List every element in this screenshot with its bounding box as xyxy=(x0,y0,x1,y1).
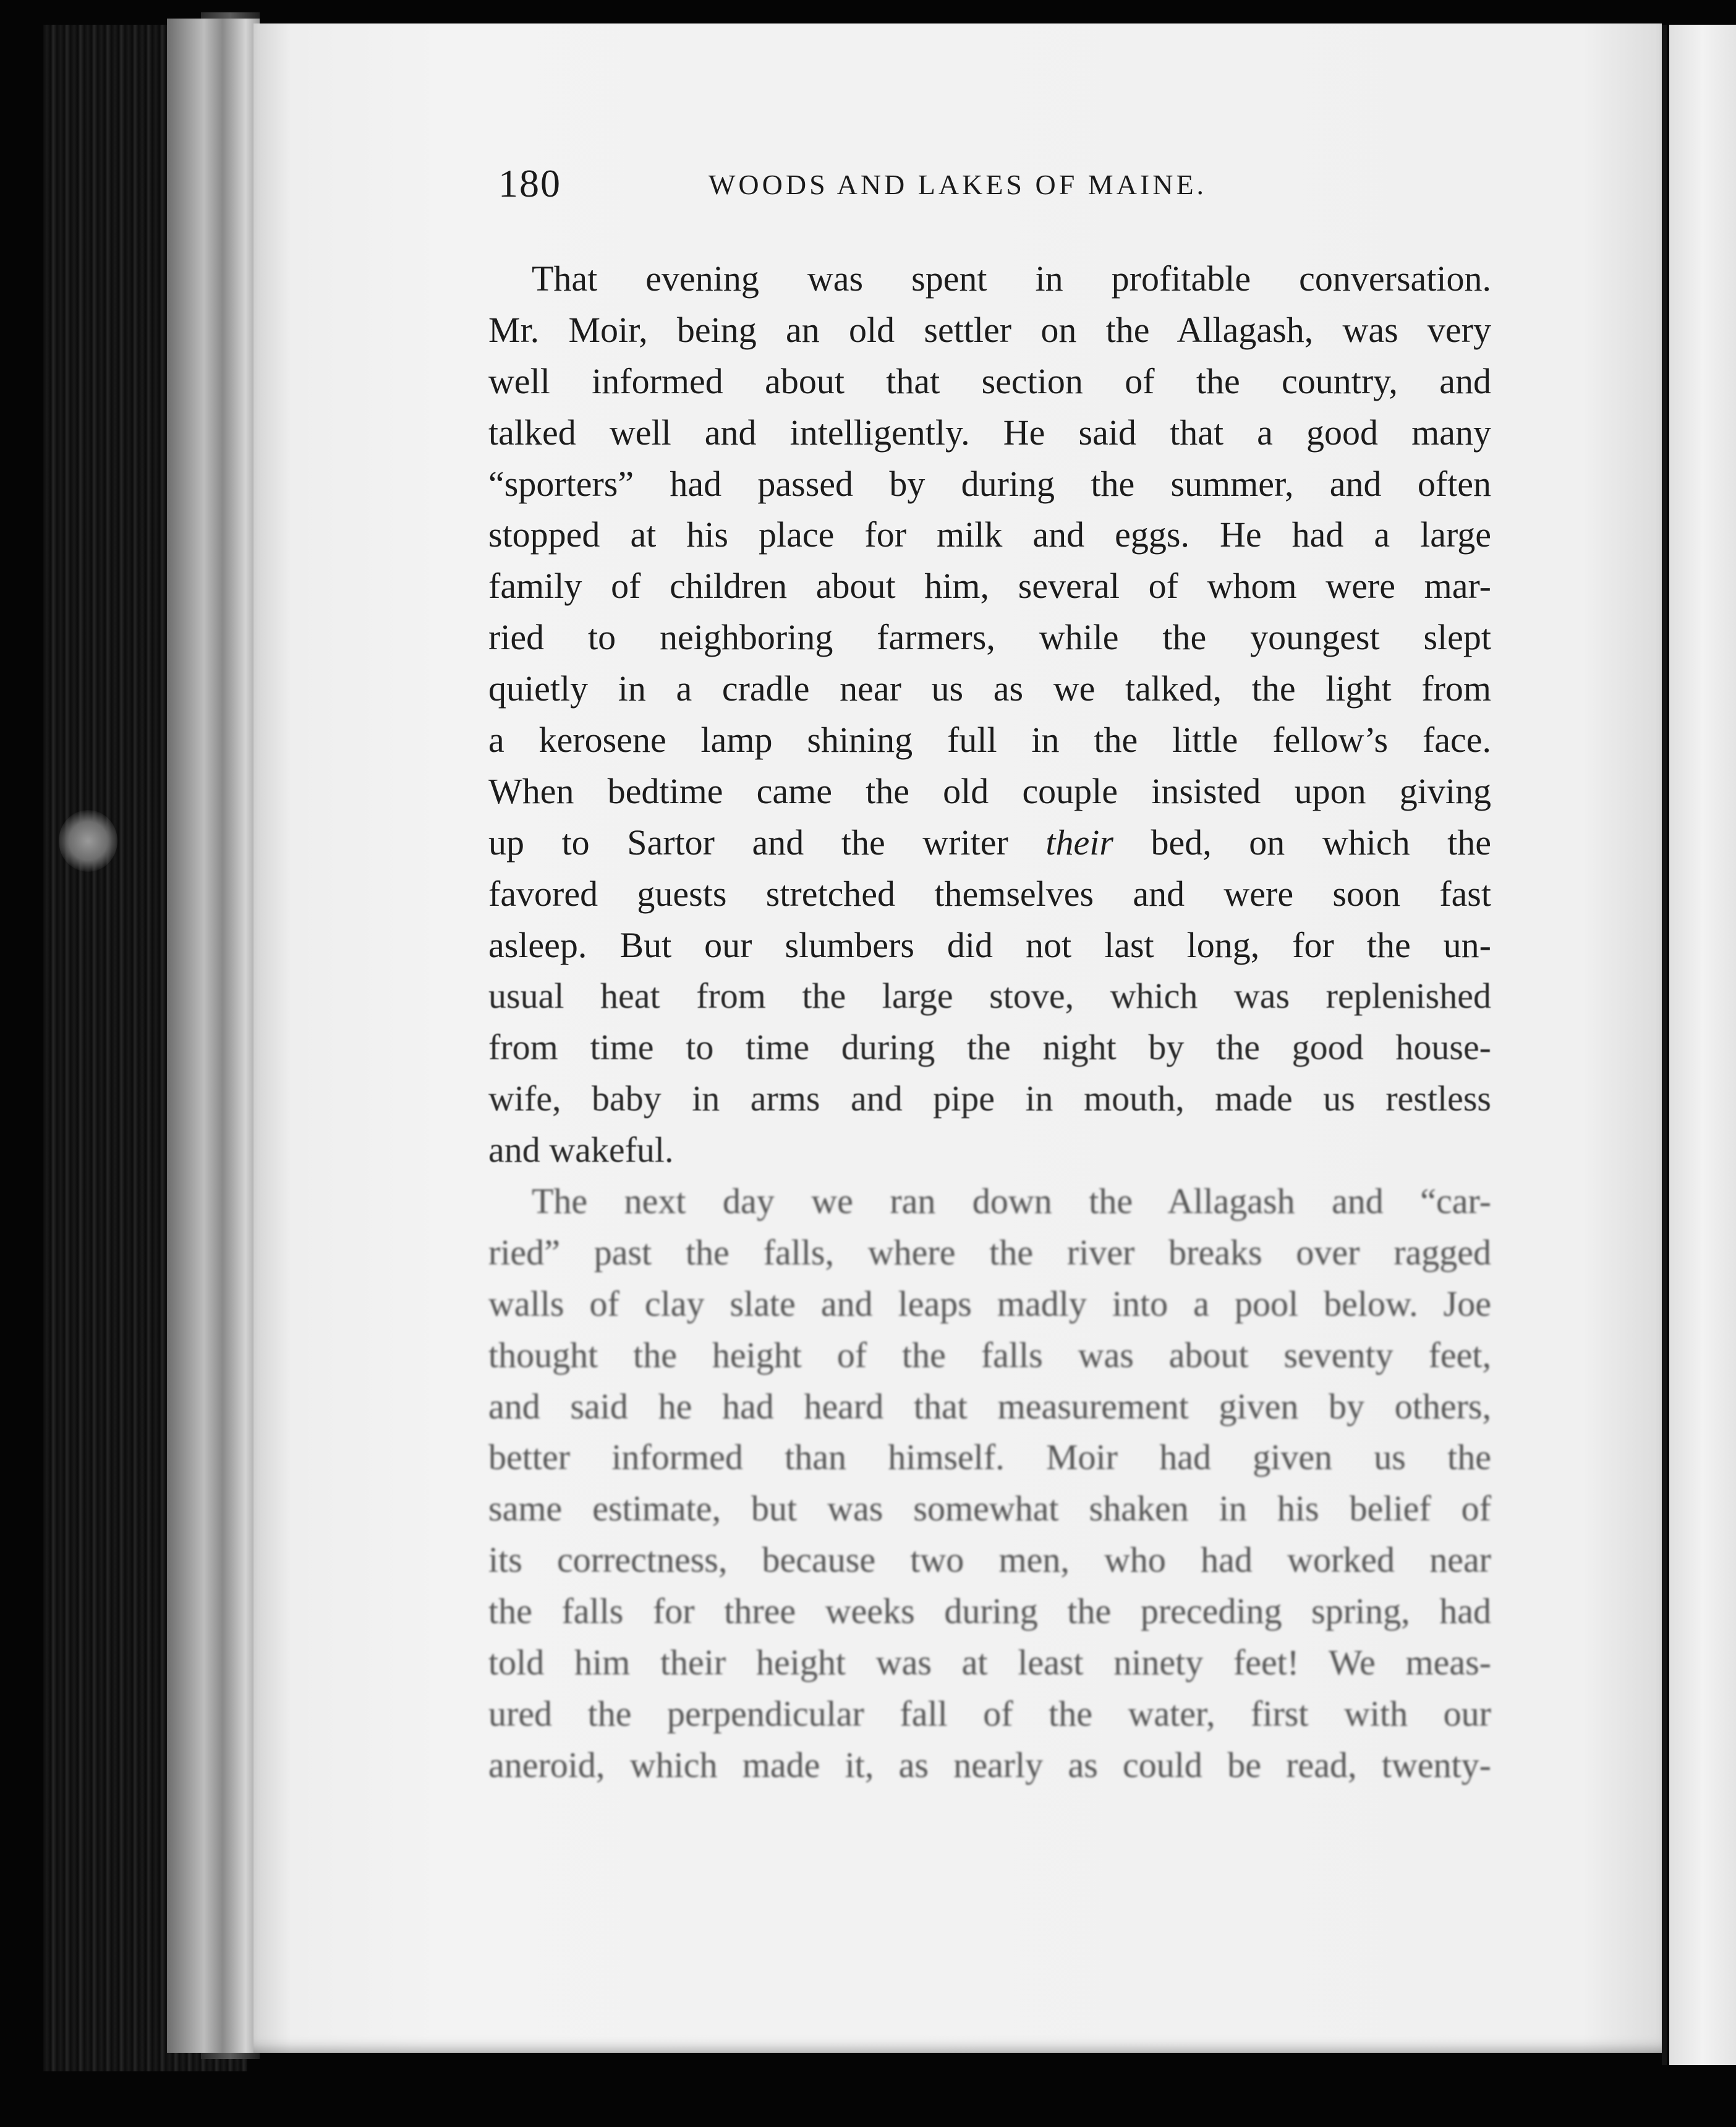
text-segment: bed, on which the xyxy=(1151,822,1492,863)
page-number: 180 xyxy=(498,161,561,205)
text-line: usual heat from the large stove, which was replenished xyxy=(488,976,1491,1017)
scan-stain xyxy=(59,810,117,872)
text-line: quietly in a cradle near us as we talked, the light from xyxy=(488,668,1491,709)
text-line: ried to neighboring farmers, while the youngest slept xyxy=(488,617,1491,658)
text-line: the falls for three weeks during the preceding spring, had xyxy=(488,1591,1491,1632)
text-line: its correctness, because two men, who had worked near xyxy=(488,1540,1491,1580)
text-segment: up to Sartor and the writer xyxy=(488,822,1008,863)
text-line: asleep. But our slumbers did not last long, for the un- xyxy=(488,924,1491,965)
text-line: from time to time during the night by the good house- xyxy=(488,1027,1491,1068)
italic-word: their xyxy=(1045,822,1113,863)
text-line: When bedtime came the old couple insisted upon giving xyxy=(488,770,1491,811)
text-line-with-italic xyxy=(488,817,1491,869)
text-line: “sporters” had passed by during the summer, and often xyxy=(488,463,1491,504)
text-line: walls of clay slate and leaps madly into a pool below. Joe xyxy=(488,1283,1491,1324)
text-line: Mr. Moir, being an old settler on the Allagash, was very xyxy=(488,309,1491,350)
running-head xyxy=(498,161,1296,216)
text-line: a kerosene lamp shining full in the little fellow’s face. xyxy=(488,720,1491,761)
text-line: well informed about that section of the country, and xyxy=(488,360,1491,401)
text-line: told him their height was at least ninety feet! We meas- xyxy=(488,1642,1491,1683)
text-line: better informed than himself. Moir had given us the xyxy=(488,1437,1491,1478)
text-line: thought the height of the falls was about seventy feet, xyxy=(488,1334,1491,1375)
text-line: ured the perpendicular fall of the water, first with our xyxy=(488,1693,1491,1734)
text-line: same estimate, but was somewhat shaken in his belief of xyxy=(488,1488,1491,1529)
page-heading: WOODS AND LAKES OF MAINE. xyxy=(708,169,1207,200)
page-stack xyxy=(167,19,260,2053)
text-line: favored guests stretched themselves and were soon fast xyxy=(488,873,1491,914)
text-line: stopped at his place for milk and eggs. He had a large xyxy=(488,514,1491,555)
text-line: and said he had heard that measurement given by others, xyxy=(488,1386,1491,1426)
facing-page-edge xyxy=(1669,25,1736,2065)
text-line: aneroid, which made it, as nearly as could be read, twenty- xyxy=(488,1744,1491,1785)
page-right-border xyxy=(1662,25,1667,2065)
text-line: That evening was spent in profitable conversation. xyxy=(532,258,1491,299)
text-line: and wakeful. xyxy=(488,1130,674,1170)
body-text xyxy=(488,254,1491,1791)
text-line: talked well and intelligently. He said that a good many xyxy=(488,412,1491,453)
text-line: ried” past the falls, where the river breaks over ragged xyxy=(488,1232,1491,1272)
text-line: family of children about him, several of whom were mar- xyxy=(488,566,1491,607)
text-line: wife, baby in arms and pipe in mouth, made us restless xyxy=(488,1078,1491,1119)
text-line: The next day we ran down the Allagash and “car- xyxy=(532,1181,1491,1222)
